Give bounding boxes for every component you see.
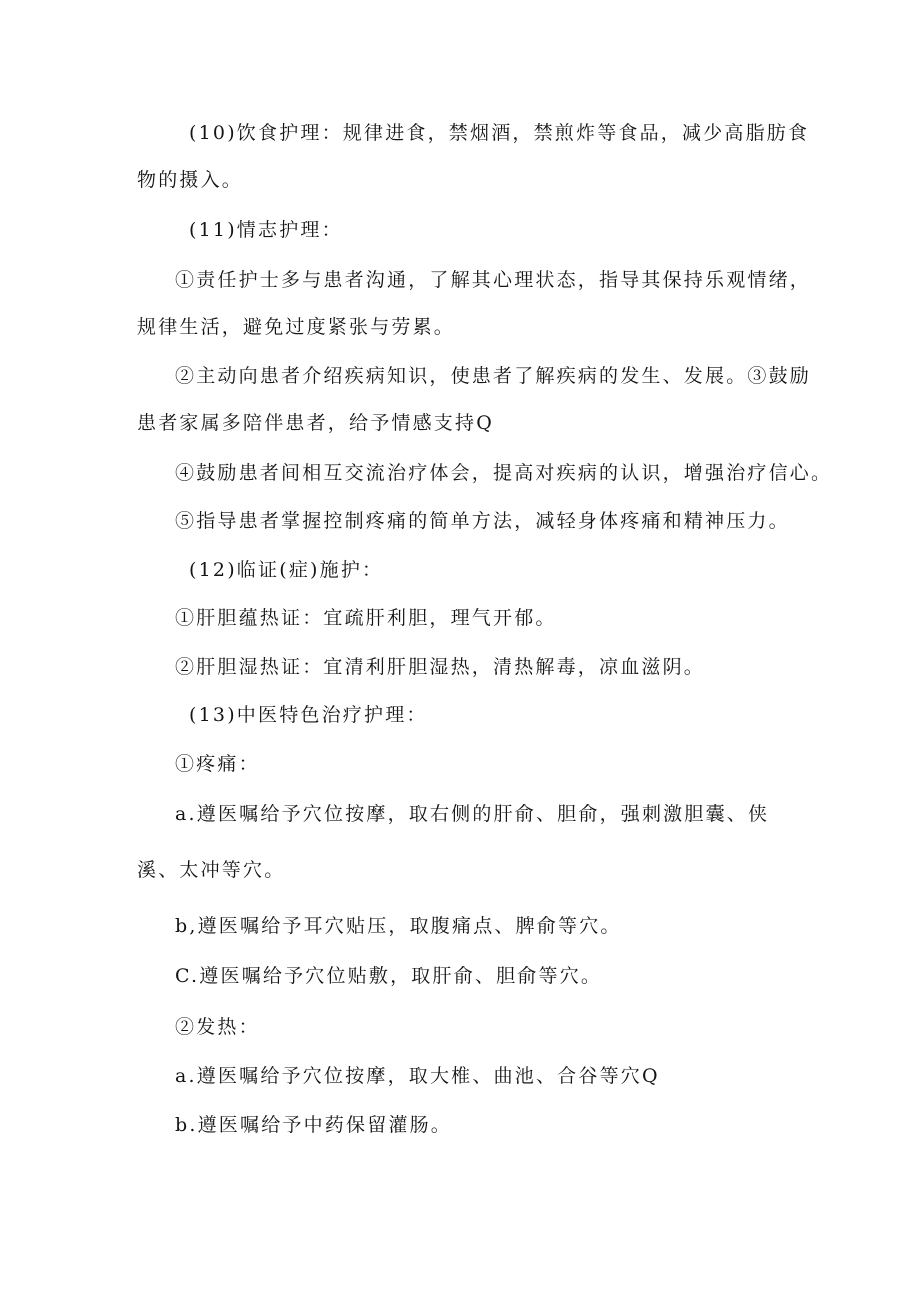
text-line: ②主动向患者介绍疾病知识，使患者了解疾病的发生、发展。③鼓励 [175,365,812,387]
text-line: a.遵医嘱给予穴位按摩，取大椎、曲池、合谷等穴Q [175,1065,660,1087]
text-line: ①肝胆蕴热证：宜疏肝利胆，理气开郁。 [175,607,557,629]
text-line: (12)临证(症)施护： [189,559,384,581]
text-line: (10)饮食护理：规律进食，禁烟酒，禁煎炸等食品，减少高脂肪食 [189,122,810,144]
text-line: ②肝胆湿热证：宜清利肝胆湿热，清热解毒，凉血滋阴。 [175,656,706,678]
text-line: a.遵医嘱给予穴位按摩，取右侧的肝俞、胆俞，强刺激胆囊、侠 [175,803,770,825]
text-line: ⑤指导患者掌握控制疼痛的简单方法，减轻身体疼痛和精神压力。 [175,510,790,532]
text-line: ④鼓励患者间相互交流治疗体会，提高对疾病的认识，增强治疗信心。 [175,462,833,484]
text-line: 患者家属多陪伴患者，给予情感支持Q [137,412,494,434]
text-line: C.遵医嘱给予穴位贴敷，取肝俞、胆俞等穴。 [175,965,603,987]
text-line: b,遵医嘱给予耳穴贴压，取腹痛点、脾俞等穴。 [175,915,622,937]
text-line: 溪、太冲等穴。 [137,859,286,881]
text-line: (11)情志护理： [189,219,343,241]
text-line: ②发热： [175,1016,260,1038]
text-line: 规律生活，避免过度紧张与劳累。 [137,316,456,338]
text-line: b.遵医嘱给予中药保留灌肠。 [175,1114,453,1136]
text-line: ①责任护士多与患者沟通，了解其心理状态，指导其保持乐观情绪， [175,269,812,291]
text-line: 物的摄入。 [137,169,244,191]
text-line: ①疼痛： [175,753,260,775]
text-line: (13)中医特色治疗护理： [189,704,428,726]
